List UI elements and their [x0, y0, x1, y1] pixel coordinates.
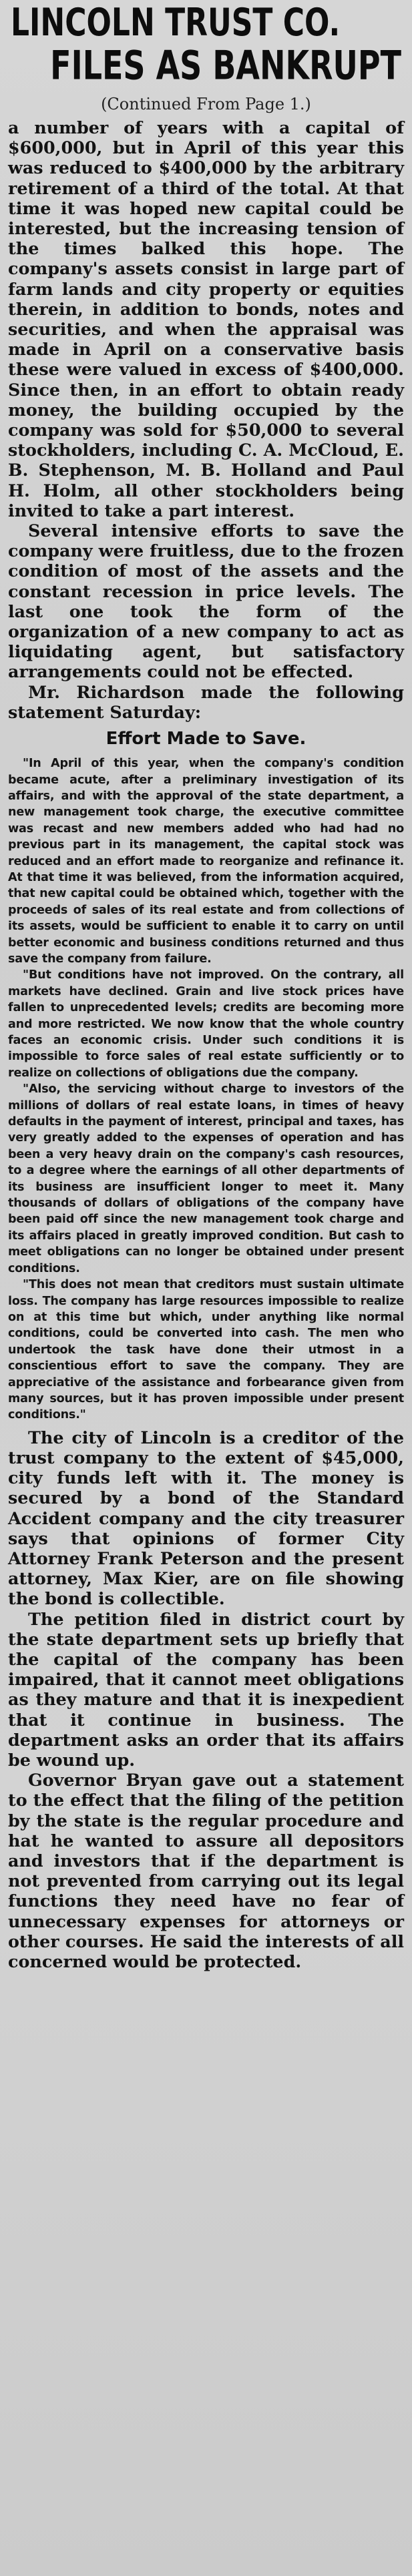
headline-line-2: FILES AS BANKRUPT: [50, 41, 401, 89]
article-intro: [8, 117, 404, 722]
outro-paragraph-3: Governor Bryan gave out a statement to the effect that the filing of the petition by the state is the regular procedure and hat he wanted to assure all depositors and investors that if the department is not prevented from carrying out its legal functions they need have no fear of unnecessary expenses for attorneys or other courses. He said the interests of all concerned would be protected.: [8, 1770, 404, 1972]
headline-line-1: LINCOLN TRUST CO.: [11, 0, 341, 45]
intro-paragraph-3: Mr. Richardson made the following statement Saturday:: [8, 681, 404, 722]
quote-paragraph-2: "But conditions have not improved. On the contrary, all markets have declined. Grain and live stock prices have fallen to unprecedented levels; credits are becoming more and more restricted. We now know that the whole country faces an economic crisis. Under such conditions it is impossible to force sales of real estate sufficiently or to realize on collections of obligations due the company.: [8, 968, 404, 1080]
intro-paragraph-1: a number of years with a capital of $600,000, but in April of this year this was reduced to $400,000 by the arbitrary retirement of a third of the total. At that time it was hoped new capital could be interested, but the increasing tension of the times balked this hope. The company's assets consist in large part of farm lands and city property or equities therein, in addition to bonds, notes and securities, and when the appraisal was made in April on a conservative basis these were valued in excess of $400,000. Since then, in an effort to obtain ready money, the building occupied by the company was sold for $50,000 to several stockholders, including C. A. McCloud, E. B. Stephenson, M. B. Holland and Paul H. Holm, all other stockholders being invited to take a part interest.: [8, 117, 404, 521]
quote-paragraph-4: "This does not mean that creditors must sustain ultimate loss. The company has large resources impossible to realize on at this time but which, under anything like normal conditions, could be converted into cash. The men who undertook the task have done their utmost in a conscientious effort to save the company. They are appreciative of the assistance and forbearance given from many sources, but it has proven impossible under present conditions.": [8, 1278, 404, 1422]
intro-paragraph-2: Several intensive efforts to save the company were fruitless, due to the frozen condition of most of the assets and the constant recession in price levels. The last one took the form of the organization of a new company to act as liquidating agent, but satisfactory arrangements could not be effected.: [8, 521, 404, 682]
statement-quote: [8, 755, 404, 1423]
article-outro: [8, 1427, 404, 1971]
quote-paragraph-3: "Also, the servicing without charge to investors of the millions of dollars of real estate loans, in times of heavy defaults in the payment of interest, principal and taxes, has very greatly added to the expenses of operation and has been a very heavy drain on the company's cash resources, to a degree where the earnings of all other departments of its business are insufficient longer to meet it. Many thousands of dollars of obligations of the company have been paid off since the new management took charge and its affairs placed in greatly improved condition. But cash to meet obligations can no longer be obtained under present conditions.: [8, 1082, 404, 1275]
section-subhead: Effort Made to Save.: [106, 729, 306, 749]
outro-paragraph-2: The petition filed in district court by the state department sets up briefly that the capital of the company has been impaired, that it cannot meet obligations as they mature and that it is inexpedient that it continue in business. The department asks an order that its affairs be wound up.: [8, 1608, 404, 1770]
continued-from-note: (Continued From Page 1.): [101, 95, 311, 113]
quote-paragraph-1: "In April of this year, when the company's condition became acute, after a preliminary investigation of its affairs, and with the approval of the state department, a new management took charge, the executive committee was recast and new members added who had had no previous part in its management, the capital stock was reduced and an effort made to reorganize and refinance it. At that time it was believed, from the information acquired, that new capital could be obtained which, together with the proceeds of sales of its real estate and from collections of its assets, would be sufficient to enable it to carry on until better economic and business conditions returned and thus save the company from failure.: [8, 757, 404, 966]
outro-paragraph-1: The city of Lincoln is a creditor of the trust company to the extent of $45,000, city funds left with it. The money is secured by a bond of the Standard Accident company and the city treasurer says that opinions of former City Attorney Frank Peterson and the present attorney, Max Kier, are on file showing the bond is collectible.: [8, 1427, 404, 1609]
